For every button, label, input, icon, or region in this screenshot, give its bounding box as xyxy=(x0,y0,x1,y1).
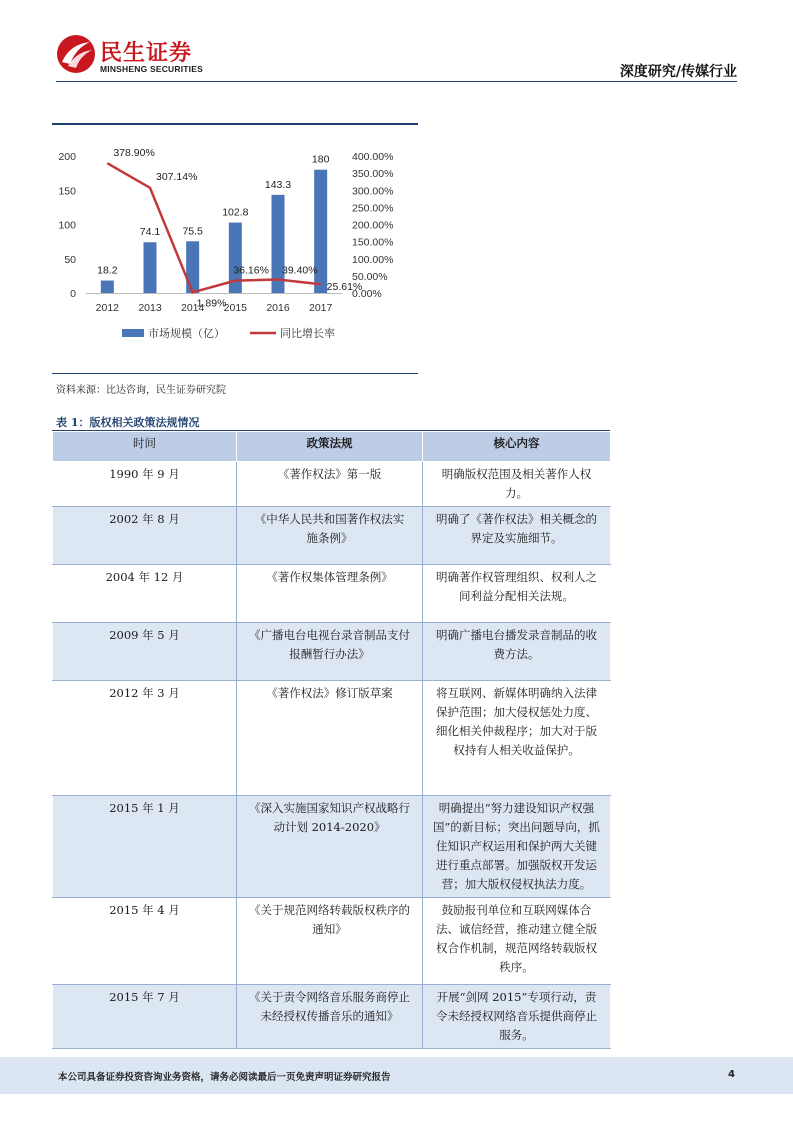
row-policy: 《深入实施国家知识产权战略行动计划 2014-2020》 xyxy=(237,796,423,898)
logo-chinese-name: 民生证券 xyxy=(100,41,193,66)
table-row xyxy=(53,898,611,985)
market-size-chart xyxy=(40,132,420,354)
right-axis-tick-label: 350.00% xyxy=(352,168,394,181)
legend-line-label: 同比增长率 xyxy=(280,327,335,340)
row-policy: 《广播电台电视台录音制品支付报酬暂行办法》 xyxy=(237,623,423,681)
bar-data-label: 180 xyxy=(311,153,330,166)
row-time: 2009 年 5 月 xyxy=(53,623,237,681)
chart-bottom-rule xyxy=(52,373,418,374)
row-content: 开展“剑网 2015”专项行动，责令未经授权网络音乐提供商停止服务。 xyxy=(423,985,611,1049)
table-title: 表 1：版权相关政策法规情况 xyxy=(56,416,200,429)
table-row xyxy=(53,565,611,623)
bar-data-label: 18.2 xyxy=(97,264,118,277)
header-policy: 政策法规 xyxy=(237,432,423,462)
table-header-row xyxy=(53,432,611,462)
row-time: 1990 年 9 月 xyxy=(53,462,237,507)
table-row xyxy=(53,681,611,796)
right-axis-tick-label: 50.00% xyxy=(352,270,388,283)
right-axis-tick-label: 250.00% xyxy=(352,202,394,215)
row-policy: 《著作权集体管理条例》 xyxy=(237,565,423,623)
legend-bar-label: 市场规模（亿） xyxy=(148,327,225,340)
left-axis-tick-label: 0 xyxy=(70,288,76,300)
row-time: 2012 年 3 月 xyxy=(53,681,237,796)
row-content: 明确版权范围及相关著作人权力。 xyxy=(423,462,611,507)
row-content: 明确著作权管理组织、权利人之间利益分配相关法规。 xyxy=(423,565,611,623)
line-data-label: 39.40% xyxy=(282,264,318,277)
line-data-label: 307.14% xyxy=(156,170,198,183)
row-time: 2015 年 7 月 xyxy=(53,985,237,1049)
footer-disclaimer: 本公司具备证券投资咨询业务资格，请务必阅读最后一页免责声明证券研究报告 xyxy=(58,1072,391,1083)
x-axis-tick-label: 2014 xyxy=(180,302,205,314)
table-row xyxy=(53,796,611,898)
table-row xyxy=(53,462,611,507)
line-data-label: 1.89% xyxy=(196,297,227,310)
table-row xyxy=(53,507,611,565)
row-content: 明确广播电台播发录音制品的收费方法。 xyxy=(423,623,611,681)
header-content: 核心内容 xyxy=(423,432,611,462)
row-time: 2015 年 1 月 xyxy=(53,796,237,898)
row-time: 2015 年 4 月 xyxy=(53,898,237,985)
line-data-label: 36.16% xyxy=(233,264,269,277)
left-axis-tick-label: 100 xyxy=(58,219,76,232)
right-axis-tick-label: 150.00% xyxy=(352,236,394,249)
header-divider xyxy=(56,81,737,82)
x-axis-tick-label: 2015 xyxy=(223,302,248,314)
page-number: 4 xyxy=(728,1069,735,1080)
line-data-label: 25.61% xyxy=(326,281,363,294)
left-axis-tick-label: 150 xyxy=(58,185,76,198)
logo-english-name: MINSHENG SECURITIES xyxy=(100,64,203,74)
header-time: 时间 xyxy=(53,432,237,462)
row-time: 2004 年 12 月 xyxy=(53,565,237,623)
minsheng-logo-icon xyxy=(56,34,96,74)
row-policy: 《中华人民共和国著作权法实施条例》 xyxy=(237,507,423,565)
x-axis-tick-label: 2017 xyxy=(308,302,333,314)
left-axis-tick-label: 200 xyxy=(58,151,76,163)
chart-top-rule xyxy=(52,123,418,125)
line-data-label: 378.90% xyxy=(113,147,155,160)
bar-data-label: 75.5 xyxy=(182,225,203,238)
bar-data-label: 102.8 xyxy=(222,206,249,219)
row-content: 明确了《著作权法》相关概念的界定及实施细节。 xyxy=(423,507,611,565)
bar-data-label: 143.3 xyxy=(264,178,292,191)
row-policy: 《关于规范网络转载版权秩序的通知》 xyxy=(237,898,423,985)
x-axis-tick-label: 2016 xyxy=(266,302,290,314)
row-policy: 《著作权法》修订版草案 xyxy=(237,681,423,796)
right-axis-tick-label: 400.00% xyxy=(352,151,394,163)
table-row xyxy=(53,623,611,681)
legend-bar-swatch xyxy=(122,329,144,337)
chart-source-note: 资料来源：比达咨询，民生证券研究院 xyxy=(56,385,226,396)
right-axis-tick-label: 0.00% xyxy=(352,288,382,300)
row-content: 明确提出“努力建设知识产权强国”的新目标；突出问题导向，抓住知识产权运用和保护两大关键进行重点部署。加强版权开发运营；加大版权侵权执法力度。 xyxy=(423,796,611,898)
row-time: 2002 年 8 月 xyxy=(53,507,237,565)
bar-2013 xyxy=(144,242,157,293)
row-policy: 《关于责令网络音乐服务商停止未经授权传播音乐的通知》 xyxy=(237,985,423,1049)
right-axis-tick-label: 200.00% xyxy=(352,219,394,232)
report-category-title: 深度研究/传媒行业 xyxy=(619,64,737,80)
row-policy: 《著作权法》第一版 xyxy=(237,462,423,507)
table-row xyxy=(53,985,611,1049)
left-axis-tick-label: 50 xyxy=(64,253,76,266)
right-axis-tick-label: 300.00% xyxy=(352,185,394,198)
bar-2014 xyxy=(186,241,199,293)
bar-data-label: 74.1 xyxy=(139,226,161,239)
row-content: 鼓励报刊单位和互联网媒体合法、诚信经营，推动建立健全版权合作机制，规范网络转载版权秩序。 xyxy=(423,898,611,985)
x-axis-tick-label: 2013 xyxy=(138,302,162,314)
right-axis-tick-label: 100.00% xyxy=(352,253,394,266)
policy-table xyxy=(52,431,611,1049)
x-axis-tick-label: 2012 xyxy=(95,302,120,314)
company-logo xyxy=(56,34,206,78)
bar-2012 xyxy=(101,281,114,293)
row-content: 将互联网、新媒体明确纳入法律保护范围；加大侵权惩处力度、细化相关仲裁程序；加大对于版权持有人相关收益保护。 xyxy=(423,681,611,796)
